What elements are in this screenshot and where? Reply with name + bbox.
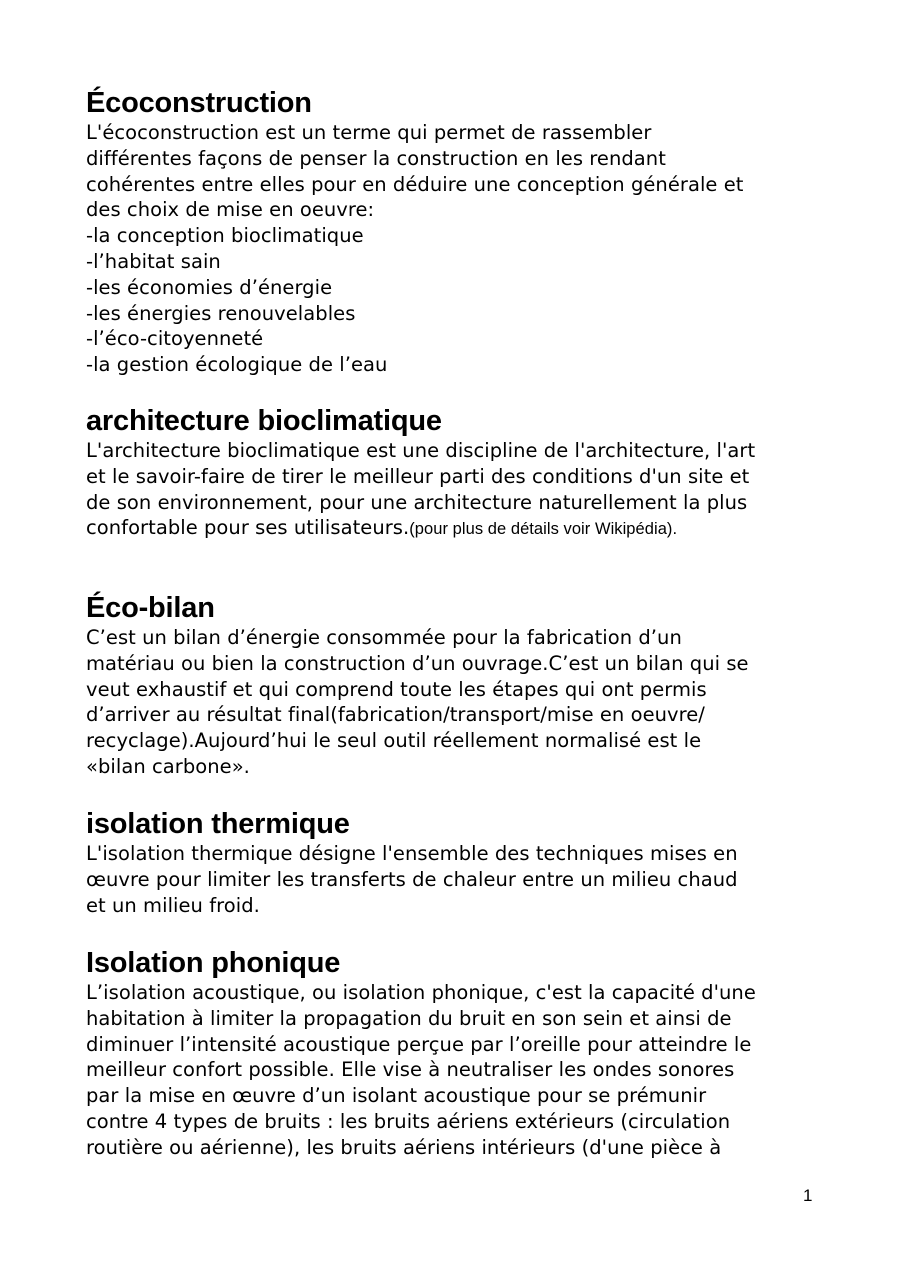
wikipedia-note: (pour plus de détails voir Wikipédia). xyxy=(409,520,678,539)
section-heading: Éco-bilan xyxy=(86,592,215,624)
section-body: L'architecture bioclimatique est une discipline de l'architecture, l'art et le savoir-faire de tirer le meilleur parti des conditions d'un site et de son environnement, pour une architecture naturellement la plus confortable pour ses utilisateurs. xyxy=(86,439,756,540)
section-body-wrapper xyxy=(86,438,816,543)
section-heading: architecture bioclimatique xyxy=(86,405,442,437)
section-heading: Écoconstruction xyxy=(86,87,312,119)
section-architecture-bioclimatique xyxy=(86,404,816,543)
section-body: L'isolation thermique désigne l'ensemble des techniques mises en œuvre pour limiter les transferts de chaleur entre un milieu chaud et un milieu froid. xyxy=(86,842,738,917)
section-isolation-thermique xyxy=(86,807,816,918)
section-body: L'écoconstruction est un terme qui permet de rassembler différentes façons de penser la construction en les rendant cohérentes entre elles pour en déduire une conception générale et des choix de mise en oeuvre: -la conception bioclimatique -l’habitat sain -les économies d’énergie -les énergies renouvelables -l’éco-citoyenneté -la gestion écologique de l’eau xyxy=(86,121,744,377)
section-ecoconstruction xyxy=(86,86,816,378)
section-heading: isolation thermique xyxy=(86,808,350,840)
section-isolation-phonique xyxy=(86,946,816,1161)
section-eco-bilan xyxy=(86,591,816,780)
section-body: C’est un bilan d’énergie consommée pour la fabrication d’un matériau ou bien la construction d’un ouvrage.C’est un bilan qui se veut exhaustif et qui comprend toute les étapes qui ont permis d’arriver au résultat final(fabrication/transport/mise en oeuvre/ recyclage).Aujourd’hui le seul outil réellement normalisé est le «bilan carbone». xyxy=(86,626,749,778)
section-body: L’isolation acoustique, ou isolation phonique, c'est la capacité d'une habitation à limiter la propagation du bruit en son sein et ainsi de diminuer l’intensité acoustique perçue par l’oreille pour atteindre le meilleur confort possible. Elle vise à neutraliser les ondes sonores par la mise en œuvre d’un isolant acoustique pour se prémunir contre 4 types de bruits : les bruits aériens extérieurs (circulation routière ou aérienne), les bruits aériens intérieurs (d'une pièce à xyxy=(86,981,756,1159)
page-number: 1 xyxy=(803,1186,813,1205)
section-heading: Isolation phonique xyxy=(86,947,341,979)
